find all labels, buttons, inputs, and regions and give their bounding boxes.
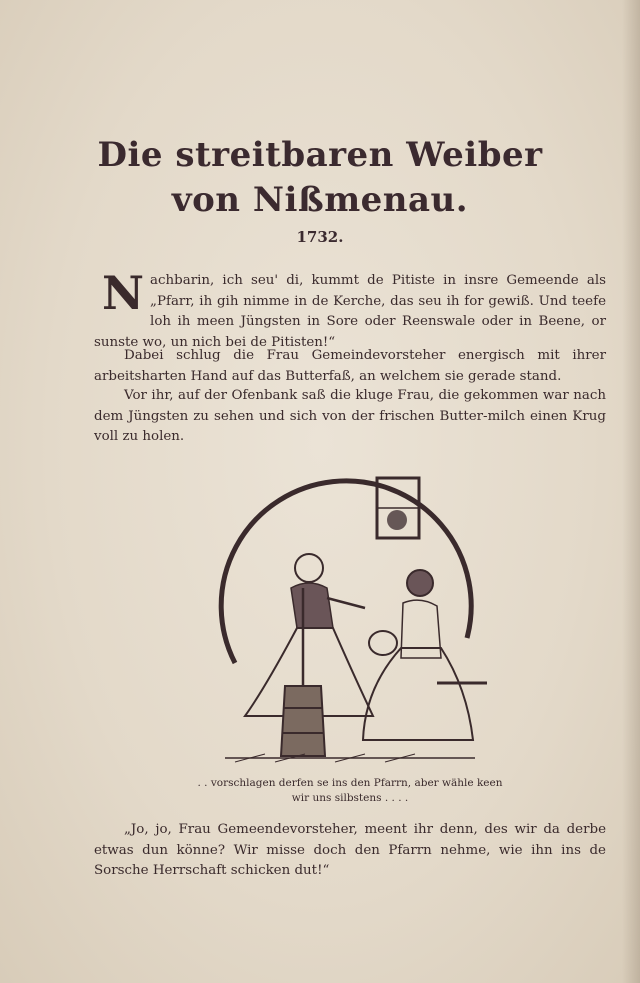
paragraph-2: Dabei schlug die Frau Gemeindevorsteher energisch mit ihrer arbeitsharten Hand auf das Butterfaß, an welchem sie gerade stand. [94, 348, 606, 384]
page-title-line-2: von Nißmenau. [171, 180, 469, 220]
drop-cap: N [102, 266, 145, 320]
illustration-butter-churn-scene [205, 458, 490, 768]
paragraph-4: „Jo, jo, Frau Gemeendevorsteher, meent ihr denn, des wir da derbe etwas dun könne? Wir misse doch den Pfarrn nehme, wie ihn ins de Sorsche Herrschaft schicken dut!“ [94, 822, 606, 878]
flower-pot [387, 510, 407, 530]
illustration-caption [170, 776, 530, 806]
caption-line-2: wir uns silbstens . . . . [291, 792, 409, 804]
caption-line-1: . . vorschlagen derfen se ins den Pfarrn, aber wähle keen [197, 777, 503, 789]
year-label: 1732. [296, 228, 344, 246]
basket [369, 631, 397, 655]
paragraph-3: Vor ihr, auf der Ofenbank saß die kluge Frau, die gekommen war nach dem Jüngsten zu sehen und sich von der frischen Butter-milch einen Krug voll zu holen. [94, 388, 606, 444]
illustration-frame [221, 481, 471, 663]
paragraph-1-text: achbarin, ich seu' di, kummt de Pitiste in insre Gemeende als „Pfarr, ih gih nimme in de Kerche, das seu ih for gewiß. Und teefe loh ih meen Jüngsten in Sore oder Reenswale oder in Beene, or sunste wo, un nich bei de Pitisten!“ [94, 273, 606, 350]
butter-churn [281, 686, 325, 756]
paragraph-1 [94, 266, 606, 353]
seated-woman-head [407, 570, 433, 596]
page-title-line-1: Die streitbaren Weiber [97, 135, 543, 175]
standing-woman-head [295, 554, 323, 582]
